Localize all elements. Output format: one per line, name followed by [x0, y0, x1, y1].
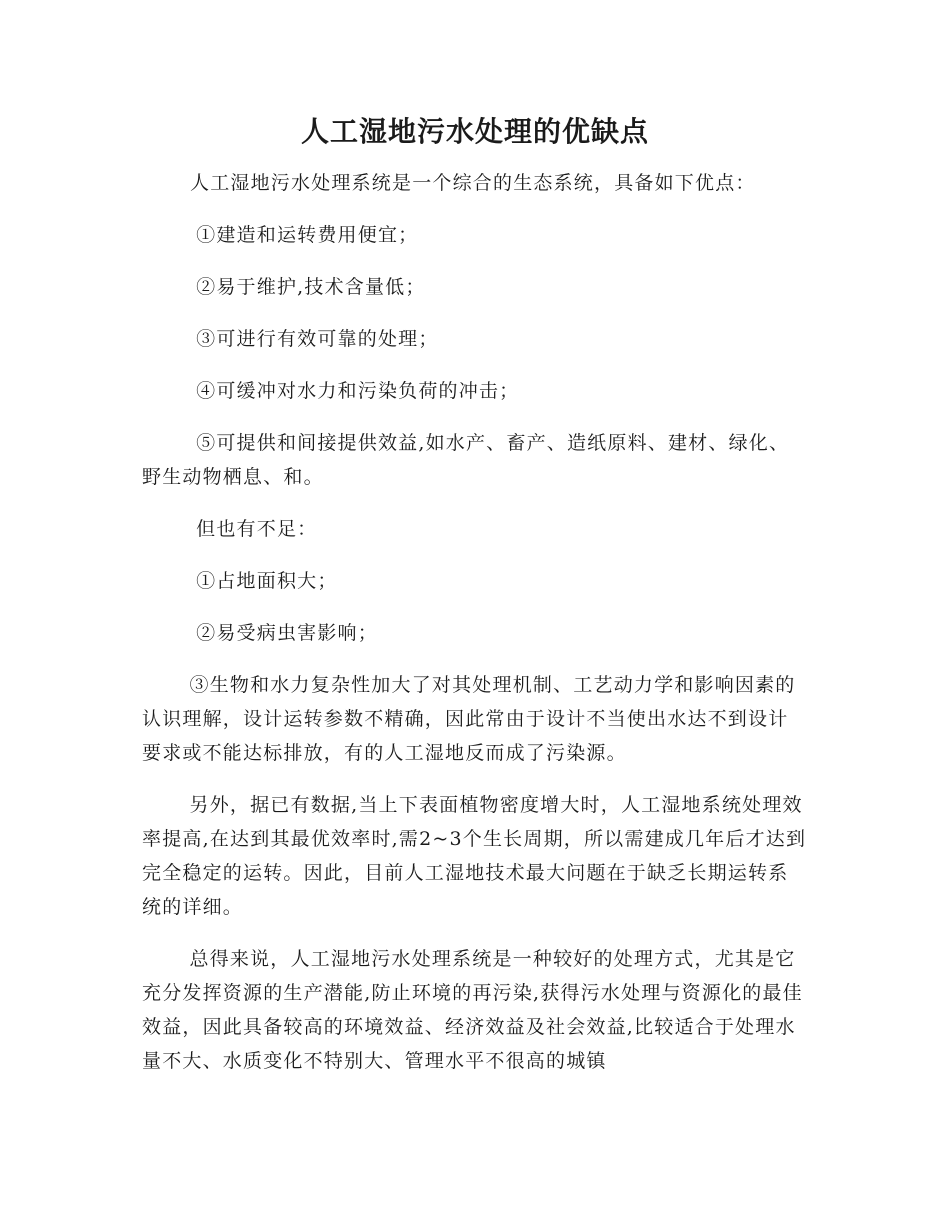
- document-title: 人工湿地污水处理的优缺点: [300, 115, 649, 148]
- advantage-item-2: ②易于维护,技术含量低；: [196, 276, 426, 298]
- advantage-item-1: ①建造和运转费用便宜；: [196, 224, 419, 246]
- paragraph-summary: 总得来说，人工湿地污水处理系统是一种较好的处理方式，尤其是它充分发挥资源的生产潜能,防止环境的再污染,获得污水处理与资源化的最佳效益，因此具备较高的环境效益、经济效益及社会效益,比较适合于处理水量不大、水质变化不特别大、管理水平不很高的城镇: [142, 948, 803, 1072]
- advantage-item-4: ④可缓冲对水力和污染负荷的冲击；: [196, 380, 520, 402]
- advantage-item-3: ③可进行有效可靠的处理；: [196, 328, 439, 350]
- paragraph-additional: 另外，据已有数据,当上下表面植物密度增大时，人工湿地系统处理效率提高,在达到其最优效率时,需2~3个生长周期，所以需建成几年后才达到完全稳定的运转。因此，目前人工湿地技术最大问题在于缺乏长期运转系统的详细。: [142, 794, 807, 918]
- disadvantage-heading: 但也有不足：: [196, 518, 318, 540]
- document-body: [142, 166, 808, 1078]
- disadvantage-item-2: ②易受病虫害影响；: [196, 622, 378, 644]
- disadvantage-item-3: ③生物和水力复杂性加大了对其处理机制、工艺动力学和影响因素的认识理解，设计运转参数不精确，因此常由于设计不当使出水达不到设计要求或不能达标排放，有的人工湿地反而成了污染源。: [142, 674, 796, 764]
- disadvantage-item-1: ①占地面积大；: [196, 570, 338, 592]
- paragraph-intro: 人工湿地污水处理系统是一个综合的生态系统，具备如下优点：: [190, 172, 756, 194]
- advantage-item-5: ⑤可提供和间接提供效益,如水产、畜产、造纸原料、建材、绿化、野生动物栖息、和。: [142, 432, 790, 488]
